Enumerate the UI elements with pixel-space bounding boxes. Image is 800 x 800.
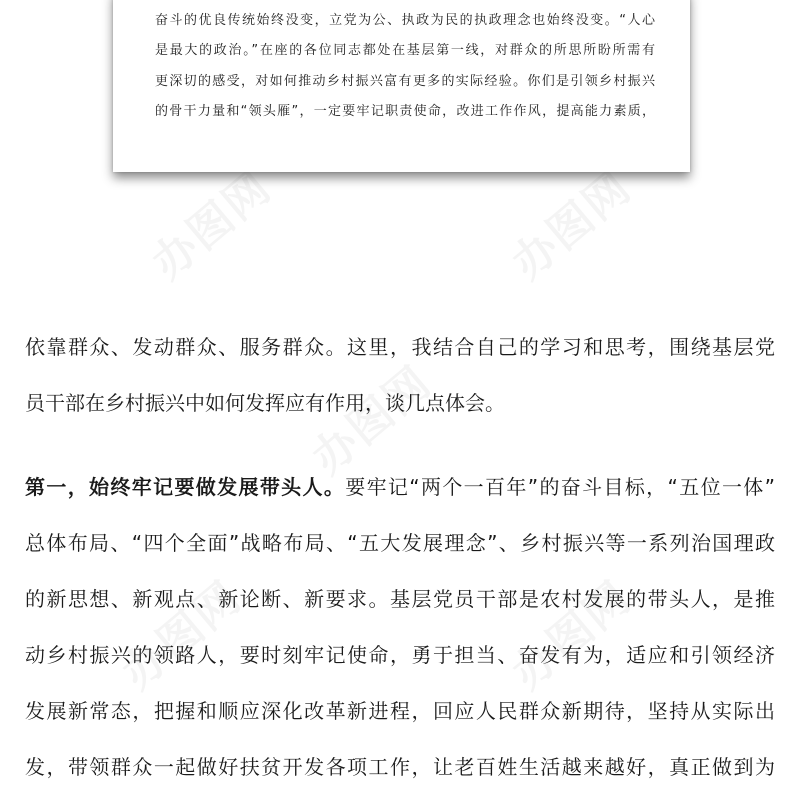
text-line: 发，带领群众一起做好扶贫开发各项工作，让老百姓生活越来越好，真正做到为 — [25, 755, 775, 779]
preview-line: 的骨干力量和“领头雁”，一定要牢记职责使命，改进工作作风，提高能力素质， — [155, 103, 655, 119]
text-line: 发展新常态，把握和顺应深化改革新进程，回应人民群众新期待，坚持从实际出 — [25, 699, 775, 723]
preview-line: 更深切的感受，对如何推动乡村振兴富有更多的实际经验。你们是引领乡村振兴 — [155, 73, 655, 89]
preview-text — [155, 0, 655, 127]
text-line: 总体布局、“四个全面”战略布局、“五大发展理念”、乡村振兴等一系列治国理政 — [25, 531, 775, 555]
paragraph-first-point — [25, 459, 775, 795]
watermark: 办图网 — [502, 571, 642, 700]
preview-line: 是最大的政治。”在座的各位同志都处在基层第一线，对群众的所思所盼所需有 — [155, 43, 655, 59]
watermark: 办图网 — [302, 356, 442, 485]
text-line: 动乡村振兴的领路人，要时刻牢记使命，勇于担当、奋发有为，适应和引领经济 — [25, 643, 775, 667]
watermark: 办图网 — [142, 161, 282, 290]
preview-line: 奋斗的优良传统始终没变，立党为公、执政为民的执政理念也始终没变。“人心 — [155, 13, 655, 29]
paragraph-intro — [25, 319, 775, 431]
point-heading: 第一，始终牢记要做发展带头人。 — [25, 475, 346, 499]
text-segment: 要牢记“两个一百年”的奋斗目标，“五位一体” — [345, 475, 775, 499]
preview-card — [113, 0, 690, 172]
watermark: 办图网 — [502, 161, 642, 290]
text-line: 的新思想、新观点、新论断、新要求。基层党员干部是农村发展的带头人，是推 — [25, 587, 775, 611]
watermark: 办图网 — [112, 571, 252, 700]
preview-line — [155, 0, 655, 6]
text-line: 员干部在乡村振兴中如何发挥应有作用，谈几点体会。 — [25, 391, 505, 415]
text-line: 依靠群众、发动群众、服务群众。这里，我结合自己的学习和思考，围绕基层党 — [25, 335, 775, 359]
text-line — [25, 459, 775, 515]
